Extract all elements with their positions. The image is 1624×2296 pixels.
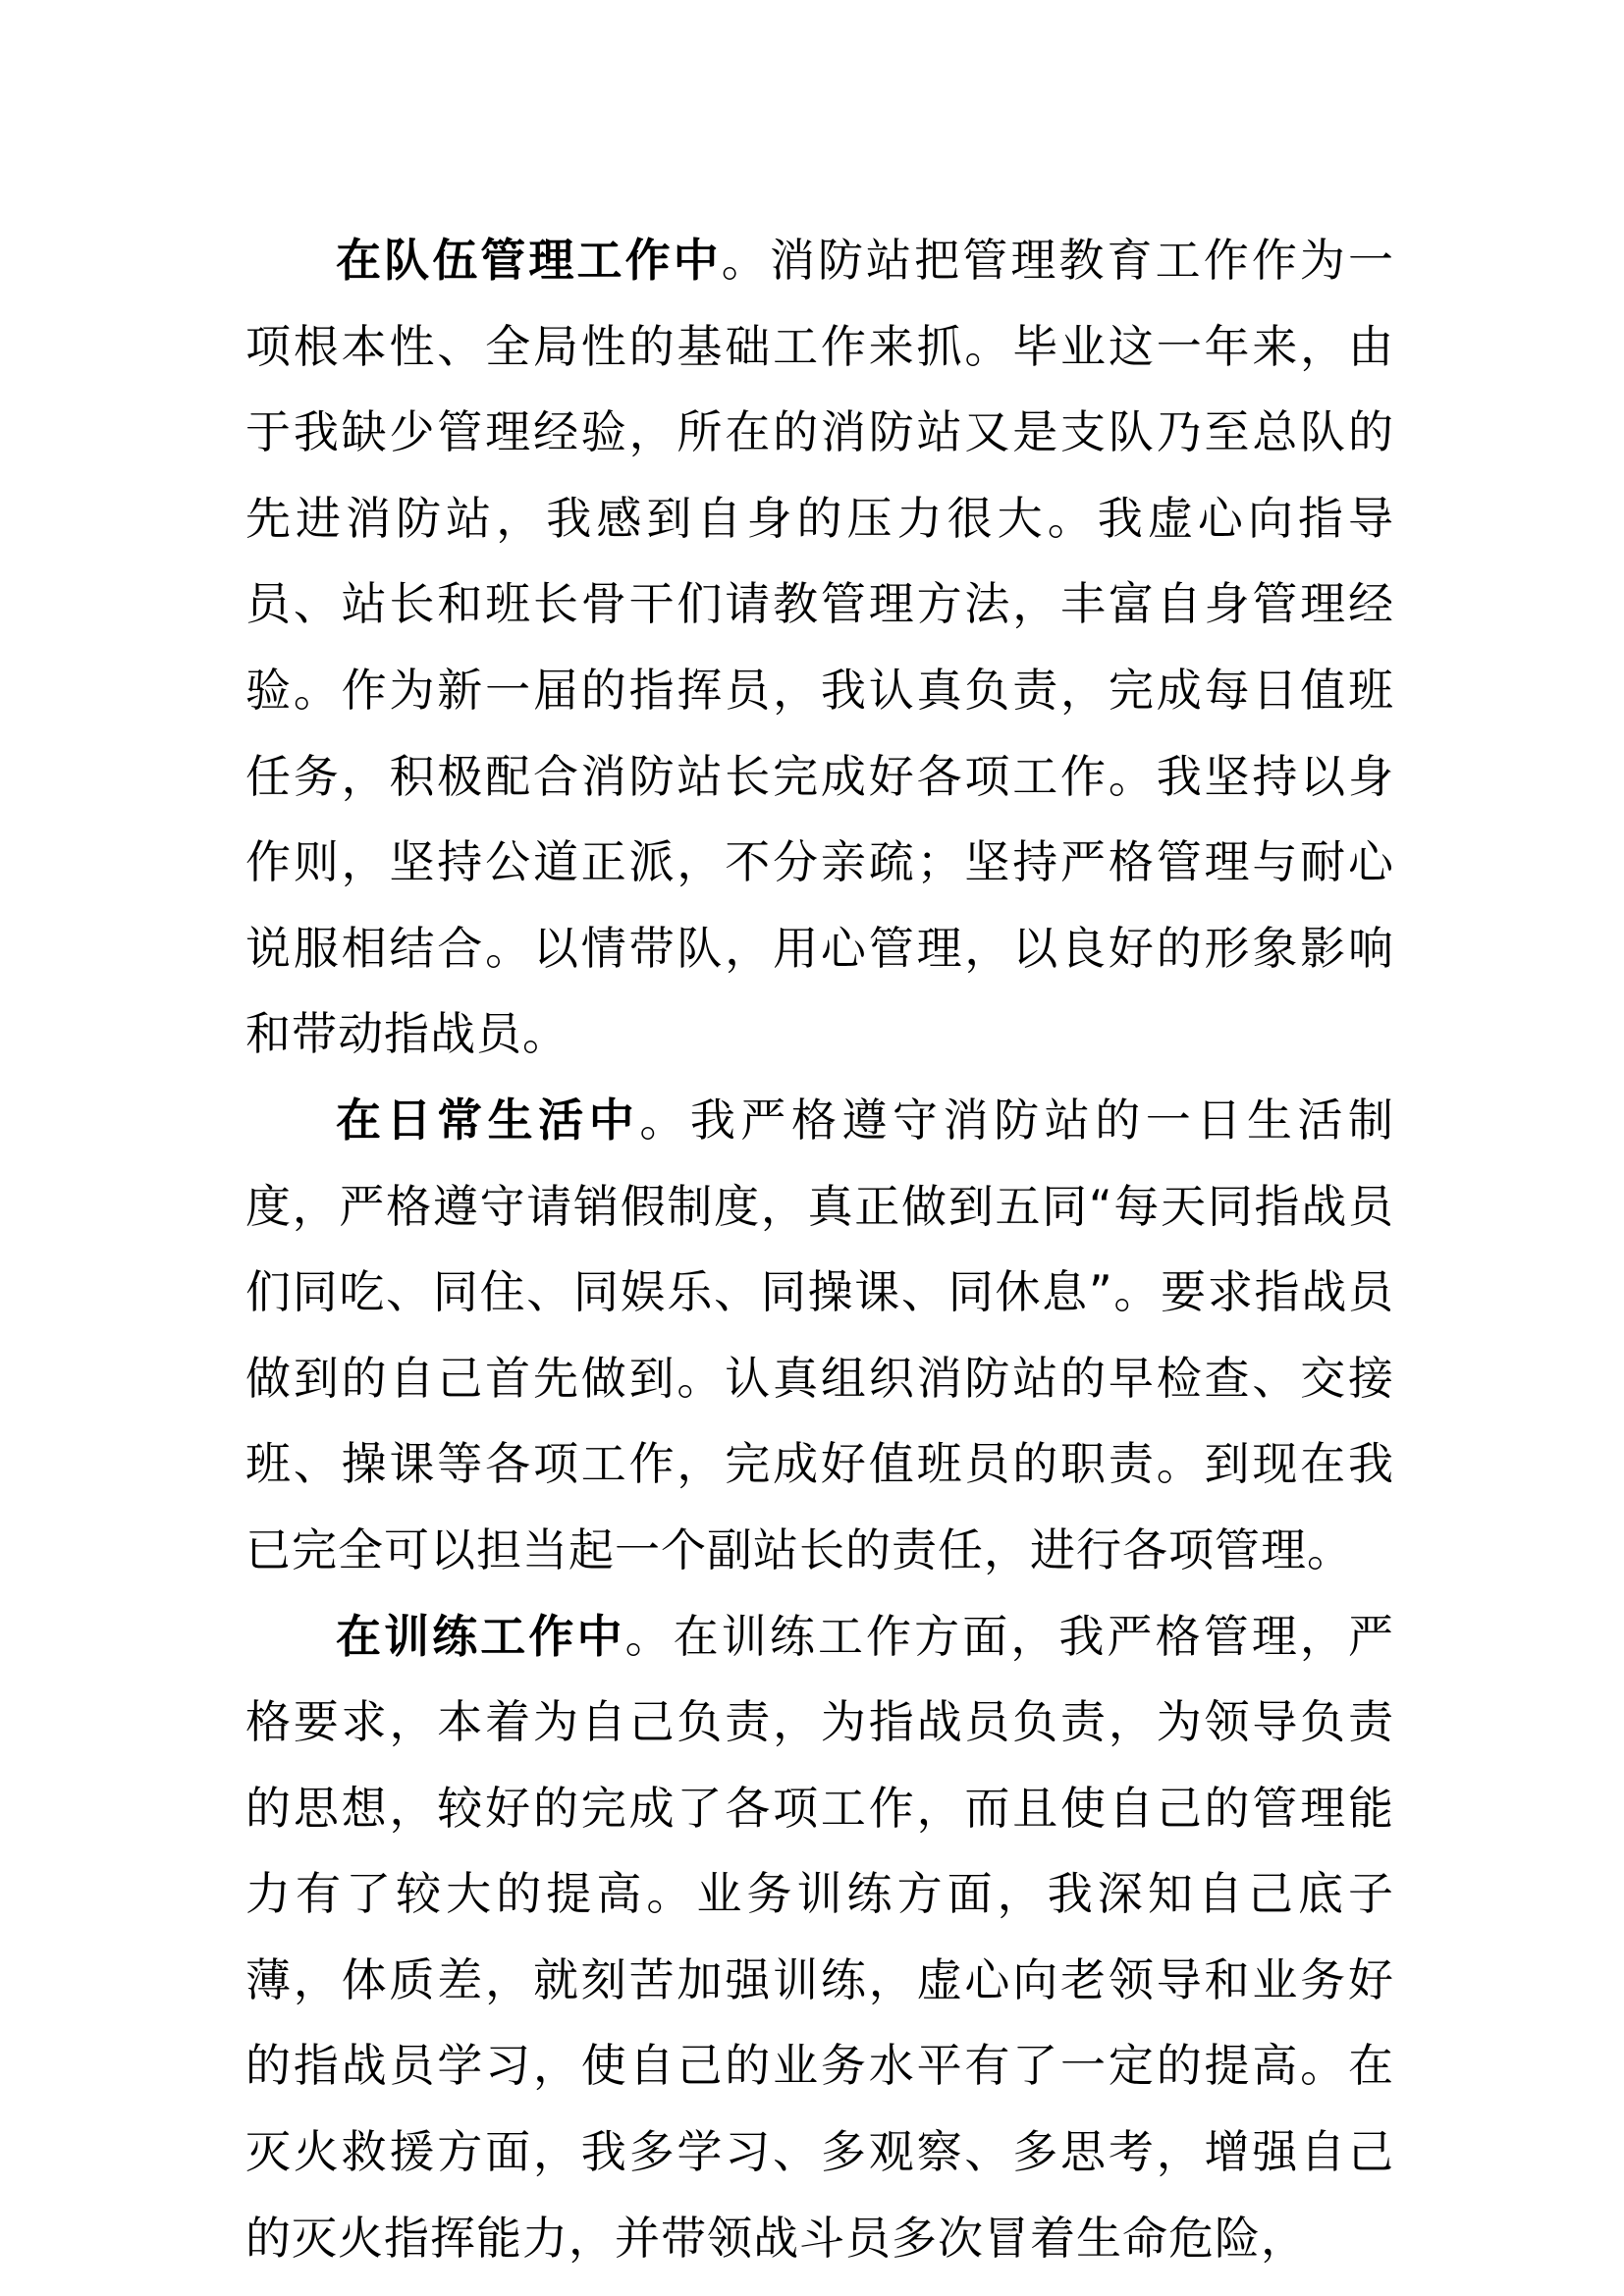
paragraph-heading: 在队伍管理工作中 bbox=[336, 234, 722, 287]
paragraph-heading: 在日常生活中 bbox=[336, 1093, 640, 1147]
paragraph-training bbox=[245, 1594, 1394, 2282]
paragraph-text: 。消防站把管理教育工作作为一项根本性、全局性的基础工作来抓。毕业这一年来，由于我缺少管理经验，所在的消防站又是支队乃至总队的先进消防站，我感到自身的压力很大。我虚心向指导员、站长和班长骨干们请教管理方法，丰富自身管理经验。作为新一届的指挥员，我认真负责，完成每日值班任务，积极配合消防站长完成好各项工作。我坚持以身作则，坚持公道正派，不分亲疏；坚持严格管理与耐心说服相结合。以情带队，用心管理，以良好的形象影响和带动指战员。 bbox=[245, 234, 1395, 1061]
paragraph-text: 。我严格遵守消防站的一日生活制度，严格遵守请销假制度，真正做到五同“每天同指战员们同吃、同住、同娱乐、同操课、同休息”。要求指战员做到的自己首先做到。认真组织消防站的早检查、交接班、操课等各项工作，完成好值班员的职责。到现在我已完全可以担当起一个副站长的责任，进行各项管理。 bbox=[245, 1093, 1395, 1576]
document-body bbox=[245, 218, 1394, 2281]
paragraph-heading: 在训练工作中 bbox=[336, 1609, 625, 1663]
paragraph-daily-life bbox=[245, 1078, 1394, 1594]
paragraph-team-management bbox=[245, 218, 1394, 1078]
paragraph-text: 。在训练工作方面，我严格管理，严格要求，本着为自己负责，为指战员负责，为领导负责的思想，较好的完成了各项工作，而且使自己的管理能力有了较大的提高。业务训练方面，我深知自己底子薄，体质差，就刻苦加强训练，虚心向老领导和业务好的指战员学习，使自己的业务水平有了一定的提高。在灭火救援方面，我多学习、多观察、多思考，增强自己的灭火指挥能力，并带领战斗员多次冒着生命危险， bbox=[245, 1609, 1395, 2265]
